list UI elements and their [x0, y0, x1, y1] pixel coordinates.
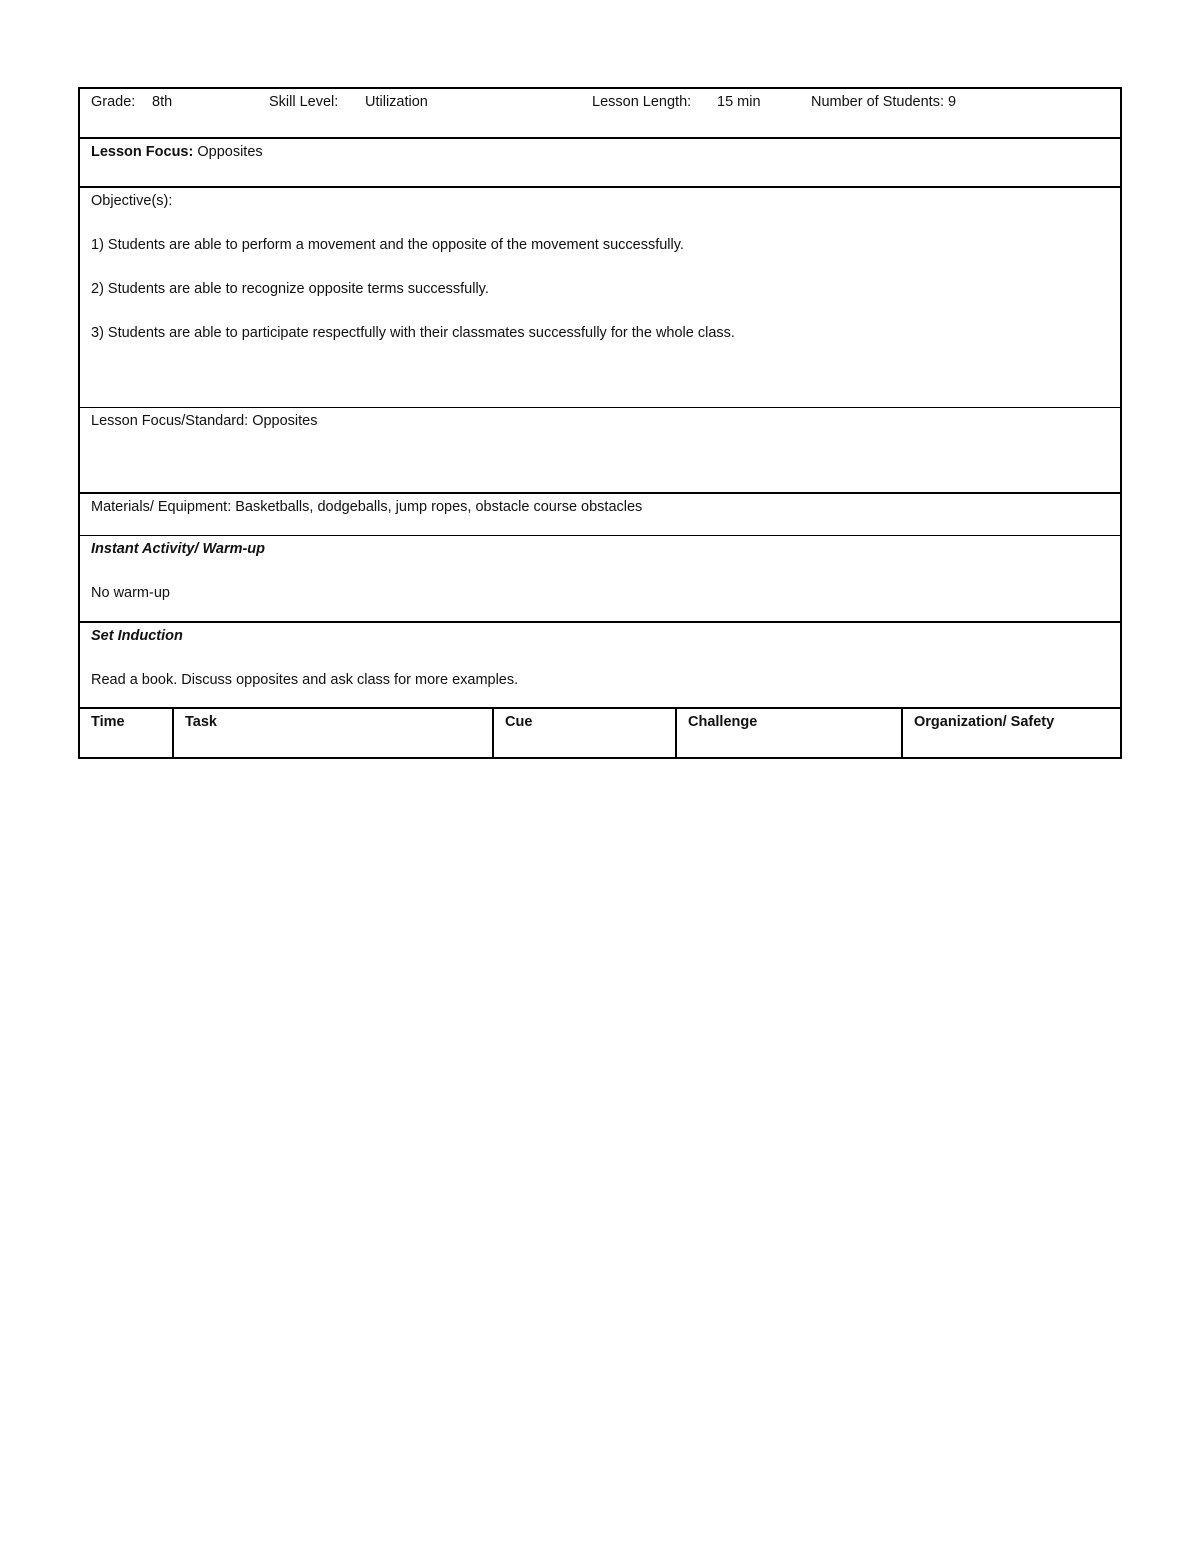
number-of-students: Number of Students: 9	[811, 94, 957, 110]
lesson-focus-row	[80, 139, 1120, 188]
lesson-length-label: Lesson Length:	[592, 94, 692, 110]
lesson-focus-value: Opposites	[197, 144, 263, 160]
objective-item: 2) Students are able to recognize opposite terms successfully.	[91, 281, 489, 297]
skill-level-value: Utilization	[365, 94, 428, 110]
skill-level-label: Skill Level:	[269, 94, 339, 110]
objective-item: 1) Students are able to perform a movement and the opposite of the movement successfully.	[91, 237, 684, 253]
header-row	[80, 89, 1120, 139]
objective-item: 3) Students are able to participate respectfully with their classmates successfully for the whole class.	[91, 325, 735, 341]
lesson-plan-table	[78, 87, 1122, 759]
materials-equipment: Materials/ Equipment: Basketballs, dodgeballs, jump ropes, obstacle course obstacles	[91, 499, 643, 515]
column-header-time: Time	[80, 709, 174, 757]
instant-activity-row	[80, 536, 1120, 623]
instant-activity-text: No warm-up	[91, 585, 170, 601]
column-header-task: Task	[174, 709, 494, 757]
standard-row	[80, 408, 1120, 494]
set-induction-title: Set Induction	[91, 628, 183, 644]
lesson-focus-label: Lesson Focus:	[91, 144, 194, 160]
lesson-standard: Lesson Focus/Standard: Opposites	[91, 413, 318, 429]
instant-activity-title: Instant Activity/ Warm-up	[91, 541, 266, 557]
lesson-length-value: 15 min	[717, 94, 761, 110]
grade-value: 8th	[152, 94, 173, 110]
set-induction-row	[80, 623, 1120, 709]
column-header-organization-safety: Organization/ Safety	[914, 714, 1055, 730]
column-header-cue: Cue	[494, 709, 677, 757]
objectives-label: Objective(s):	[91, 193, 173, 209]
materials-row	[80, 494, 1120, 536]
activity-columns-header	[80, 709, 1120, 757]
grade-label: Grade:	[91, 94, 136, 110]
column-header-challenge: Challenge	[677, 709, 903, 757]
objectives-row	[80, 188, 1120, 408]
set-induction-text: Read a book. Discuss opposites and ask class for more examples.	[91, 672, 519, 688]
